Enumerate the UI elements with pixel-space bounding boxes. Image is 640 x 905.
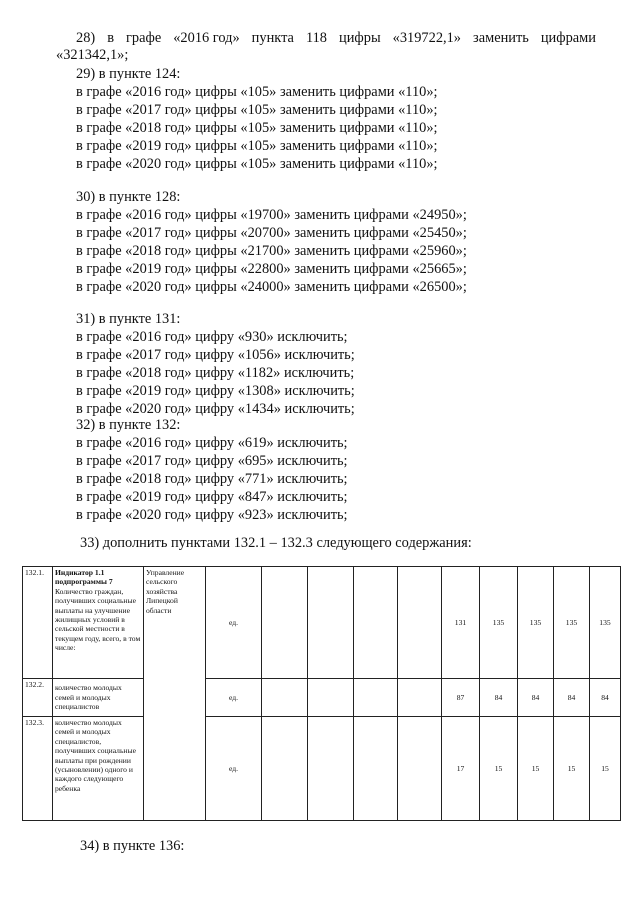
item-28-word: заменить [473,30,529,46]
item-29-heading: 29) в пункте 124: [76,66,181,82]
indicator-title: Индикатор 1.1 подпрограммы 7 [55,568,113,587]
item-30-line: в графе «2017 год» цифры «20700» заменить цифрами «25450»; [76,225,467,241]
empty-cell [308,567,354,679]
item-29-line: в графе «2017 год» цифры «105» заменить цифрами «110»; [76,102,438,118]
item-28-word: графе [126,30,162,46]
empty-cell [308,717,354,821]
item-28-line1 [76,30,596,47]
item-33-heading: 33) дополнить пунктами 132.1 – 132.3 следующего содержания: [80,535,472,551]
value-cell: 131 [442,567,480,679]
table-row [23,717,621,821]
empty-cell [262,717,308,821]
item-31-line: в графе «2016 год» цифру «930» исключить; [76,329,348,345]
value-cell: 84 [590,679,621,717]
indicator-name-cell [53,567,144,679]
item-31-line: в графе «2017 год» цифру «1056» исключить; [76,347,355,363]
item-28-word: 28) [76,30,96,46]
item-30-line: в графе «2018 год» цифры «21700» заменить цифрами «25960»; [76,243,467,259]
responsible-org: Управление сельского хозяйства Липецкой области [144,567,206,821]
empty-cell [398,717,442,821]
item-28-line2: «321342,1»; [56,47,129,63]
item-30-line: в графе «2016 год» цифры «19700» заменить цифрами «24950»; [76,207,467,223]
item-28-word: цифрами [540,30,596,46]
item-28-word: цифры [339,30,381,46]
item-34-heading: 34) в пункте 136: [80,838,185,854]
empty-cell [398,679,442,717]
item-29-line: в графе «2020 год» цифры «105» заменить цифрами «110»; [76,156,438,172]
value-cell: 135 [480,567,518,679]
item-32-line: в графе «2016 год» цифру «619» исключить; [76,435,348,451]
indicator-table [22,566,621,821]
unit-cell: ед. [206,679,262,717]
table-row [23,567,621,679]
value-cell: 84 [518,679,554,717]
empty-cell [262,679,308,717]
item-28-word: 118 [305,30,328,46]
item-31-heading: 31) в пункте 131: [76,311,181,327]
item-29-line: в графе «2016 год» цифры «105» заменить цифрами «110»; [76,84,438,100]
item-32-line: в графе «2020 год» цифру «923» исключить; [76,507,348,523]
item-28-word: «2016 год» [173,30,240,46]
value-cell: 15 [480,717,518,821]
value-cell: 15 [518,717,554,821]
row-number: 132.2. [23,679,53,717]
item-30-line: в графе «2019 год» цифры «22800» заменить цифрами «25665»; [76,261,467,277]
value-cell: 84 [554,679,590,717]
value-cell: 15 [554,717,590,821]
empty-cell [354,567,398,679]
indicator-description: количество молодых семей и молодых специалистов [53,679,144,717]
item-31-line: в графе «2020 год» цифру «1434» исключить; [76,401,355,417]
item-32-line: в графе «2018 год» цифру «771» исключить; [76,471,348,487]
value-cell: 135 [554,567,590,679]
empty-cell [308,679,354,717]
row-number: 132.3. [23,717,53,821]
unit-cell: ед. [206,717,262,821]
item-30-line: в графе «2020 год» цифры «24000» заменить цифрами «26500»; [76,279,467,295]
indicator-description: количество молодых семей и молодых специалистов, получивших социальные выплаты при рождении (усыновлении) одного и каждого следующего ребенка [53,717,144,821]
empty-cell [262,567,308,679]
empty-cell [398,567,442,679]
value-cell: 15 [590,717,621,821]
value-cell: 135 [590,567,621,679]
item-28-word: в [107,30,114,46]
value-cell: 87 [442,679,480,717]
item-32-line: в графе «2019 год» цифру «847» исключить; [76,489,348,505]
empty-cell [354,717,398,821]
indicator-description: Количество граждан, получивших социальные выплаты на улучшение жилищных условий в сельской местности в текущем году, всего, в том числе: [55,586,141,653]
item-32-heading: 32) в пункте 132: [76,417,181,433]
item-32-line: в графе «2017 год» цифру «695» исключить; [76,453,348,469]
empty-cell [354,679,398,717]
item-29-line: в графе «2019 год» цифры «105» заменить цифрами «110»; [76,138,438,154]
item-28-word: пункта [251,30,294,46]
unit-cell: ед. [206,567,262,679]
value-cell: 84 [480,679,518,717]
row-number: 132.1. [23,567,53,679]
item-28-word: «319722,1» [392,30,461,46]
item-29-line: в графе «2018 год» цифры «105» заменить цифрами «110»; [76,120,438,136]
value-cell: 135 [518,567,554,679]
item-31-line: в графе «2019 год» цифру «1308» исключить; [76,383,355,399]
item-31-line: в графе «2018 год» цифру «1182» исключить; [76,365,355,381]
item-30-heading: 30) в пункте 128: [76,189,181,205]
table-row [23,679,621,717]
value-cell: 17 [442,717,480,821]
